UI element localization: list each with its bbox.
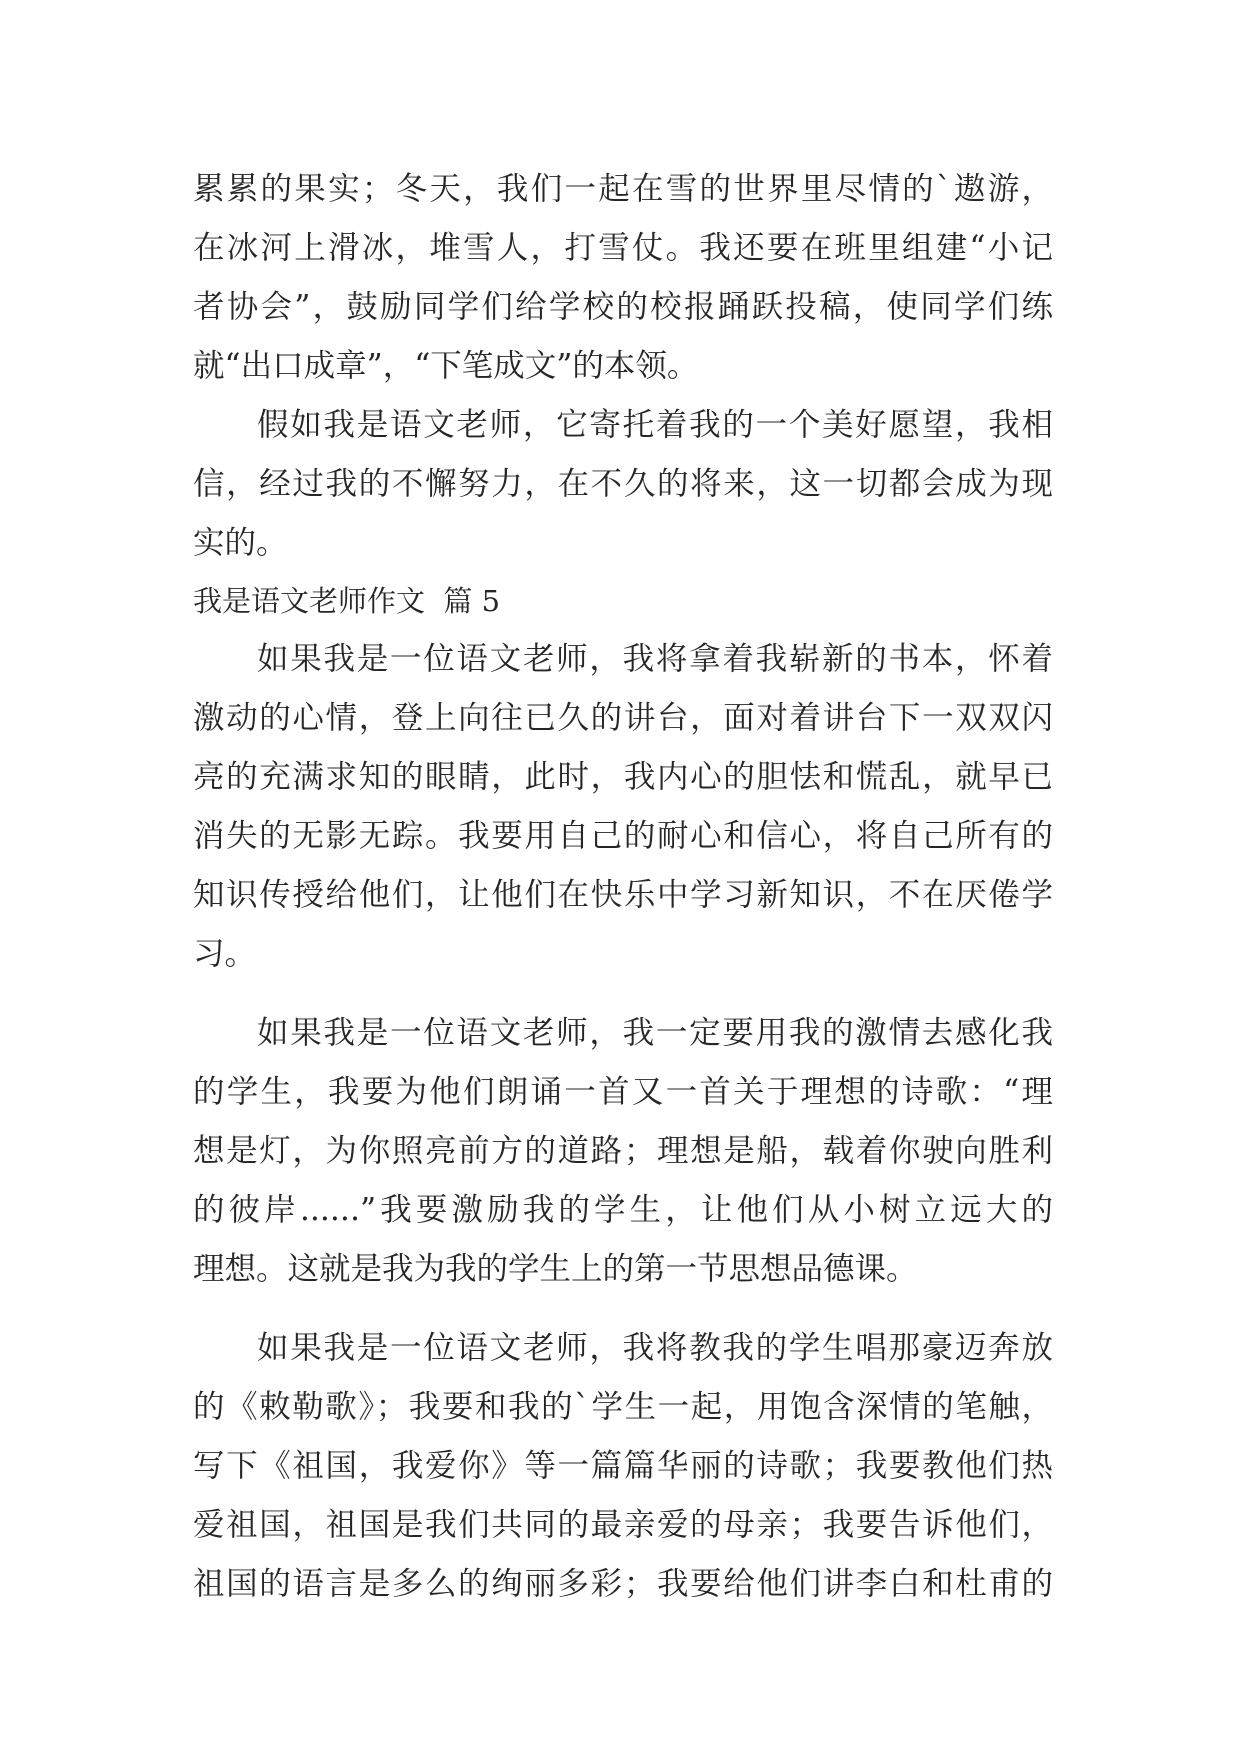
text-line: 习。: [193, 936, 257, 972]
text-line: 的彼岸......”我要激励我的学生，让他们从小树立远大的: [193, 1192, 1053, 1228]
text-line: 理想。这就是我为我的学生上的第一节思想品德课。: [193, 1251, 918, 1287]
section-heading: 我是语文老师作文 篇 5: [193, 584, 501, 618]
text-line: 就“出口成章”，“下笔成文”的本领。: [193, 348, 699, 384]
text-line: 如果我是一位语文老师，我一定要用我的激情去感化我: [257, 1015, 1053, 1051]
text-line: 如果我是一位语文老师，我将拿着我崭新的书本，怀着: [257, 641, 1053, 677]
text-line: 亮的充满求知的眼睛，此时，我内心的胆怯和慌乱，就早已: [193, 759, 1053, 795]
text-line: 的学生，我要为他们朗诵一首又一首关于理想的诗歌：“理: [193, 1074, 1053, 1110]
text-line: 实的。: [193, 525, 288, 561]
text-line: 如果我是一位语文老师，我将教我的学生唱那豪迈奔放: [257, 1330, 1053, 1366]
text-line: 假如我是语文老师，它寄托着我的一个美好愿望，我相: [257, 407, 1053, 443]
text-line: 在冰河上滑冰，堆雪人，打雪仗。我还要在班里组建“小记: [193, 230, 1053, 266]
text-line: 者协会”，鼓励同学们给学校的校报踊跃投稿，使同学们练: [193, 289, 1053, 325]
text-line: 想是灯，为你照亮前方的道路；理想是船，载着你驶向胜利: [193, 1133, 1053, 1169]
text-line: 知识传授给他们，让他们在快乐中学习新知识，不在厌倦学: [193, 877, 1053, 913]
text-line: 爱祖国，祖国是我们共同的最亲爱的母亲；我要告诉他们，: [193, 1507, 1053, 1543]
text-line: 祖国的语言是多么的绚丽多彩；我要给他们讲李白和杜甫的: [193, 1566, 1053, 1602]
text-line: 累累的果实；冬天，我们一起在雪的世界里尽情的`遨游，: [193, 171, 1053, 207]
text-line: 的《敕勒歌》；我要和我的`学生一起，用饱含深情的笔触，: [193, 1389, 1053, 1425]
text-line: 消失的无影无踪。我要用自己的耐心和信心，将自己所有的: [193, 818, 1053, 854]
text-line: 信，经过我的不懈努力，在不久的将来，这一切都会成为现: [193, 466, 1053, 502]
text-line: 写下《祖国，我爱你》等一篇篇华丽的诗歌；我要教他们热: [193, 1448, 1053, 1484]
text-line: 激动的心情，登上向往已久的讲台，面对着讲台下一双双闪: [193, 700, 1053, 736]
